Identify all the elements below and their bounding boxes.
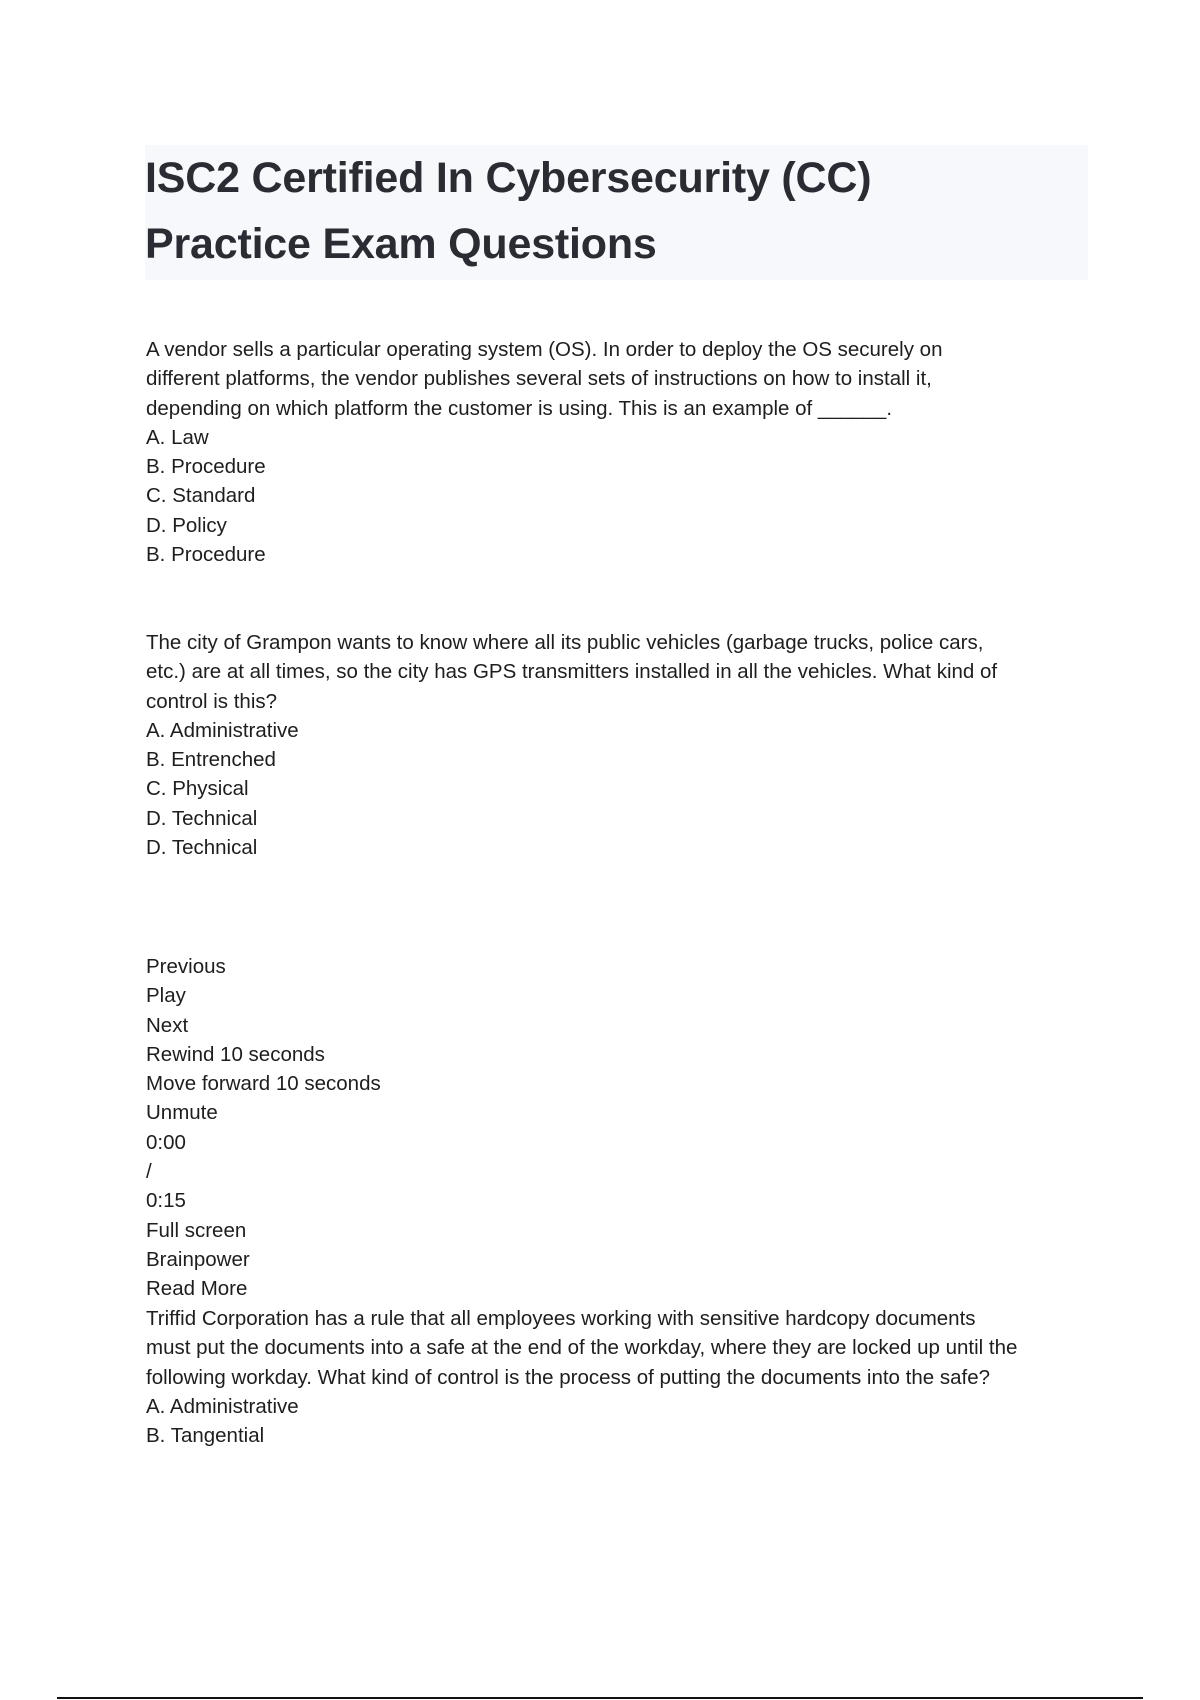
question-text-line: control is this?: [146, 689, 278, 713]
answer-option: A. Law: [146, 425, 209, 449]
next-button[interactable]: Next: [146, 1013, 189, 1037]
duration: 0:15: [146, 1189, 186, 1213]
page-title: [145, 145, 1088, 280]
read-more-link[interactable]: Read More: [146, 1277, 248, 1301]
question-text-line: Triffid Corporation has a rule that all employees working with sensitive hardcopy documents: [146, 1307, 976, 1330]
fullscreen-button[interactable]: Full screen: [146, 1218, 247, 1242]
question-text-line: must put the documents into a safe at the end of the workday, where they are locked up until the: [146, 1336, 1018, 1360]
previous-button[interactable]: Previous: [146, 955, 226, 978]
question-text-line: A vendor sells a particular operating system (OS). In order to deploy the OS securely on: [146, 338, 943, 361]
answer-option: B. Procedure: [146, 455, 266, 479]
time-separator: /: [146, 1160, 152, 1184]
video-player-controls: [146, 952, 1096, 1304]
answer-option: A. Administrative: [146, 1394, 299, 1418]
question-block: [146, 628, 1096, 862]
question-text-line: depending on which platform the customer is using. This is an example of ______.: [146, 396, 893, 420]
question-block: [146, 1304, 1096, 1450]
answer-option: D. Technical: [146, 806, 258, 830]
page-title-line-1: ISC2 Certified In Cybersecurity (CC): [145, 154, 872, 202]
answer-option: B. Entrenched: [146, 748, 276, 772]
question-text-line: The city of Grampon wants to know where all its public vehicles (garbage trucks, police cars,: [146, 631, 984, 654]
correct-answer: B. Procedure: [146, 543, 266, 567]
forward-button[interactable]: Move forward 10 seconds: [146, 1072, 381, 1096]
answer-option: B. Tangential: [146, 1424, 265, 1448]
question-text-line: following workday. What kind of control is the process of putting the documents into the safe?: [146, 1365, 990, 1389]
answer-option: C. Physical: [146, 777, 249, 801]
rewind-button[interactable]: Rewind 10 seconds: [146, 1042, 325, 1066]
question-text-line: different platforms, the vendor publishes several sets of instructions on how to install it,: [146, 367, 932, 391]
unmute-button[interactable]: Unmute: [146, 1101, 218, 1125]
footer-divider: [57, 1697, 1143, 1699]
play-button[interactable]: Play: [146, 984, 186, 1008]
answer-option: D. Policy: [146, 513, 227, 537]
answer-option: A. Administrative: [146, 718, 299, 742]
correct-answer: D. Technical: [146, 836, 258, 860]
brand-link[interactable]: Brainpower: [146, 1247, 250, 1271]
question-text-line: etc.) are at all times, so the city has GPS transmitters installed in all the vehicles. What kind of: [146, 660, 998, 684]
page-title-line-2: Practice Exam Questions: [145, 220, 657, 268]
current-time: 0:00: [146, 1130, 186, 1154]
answer-option: C. Standard: [146, 484, 256, 508]
question-block: [146, 335, 1096, 569]
